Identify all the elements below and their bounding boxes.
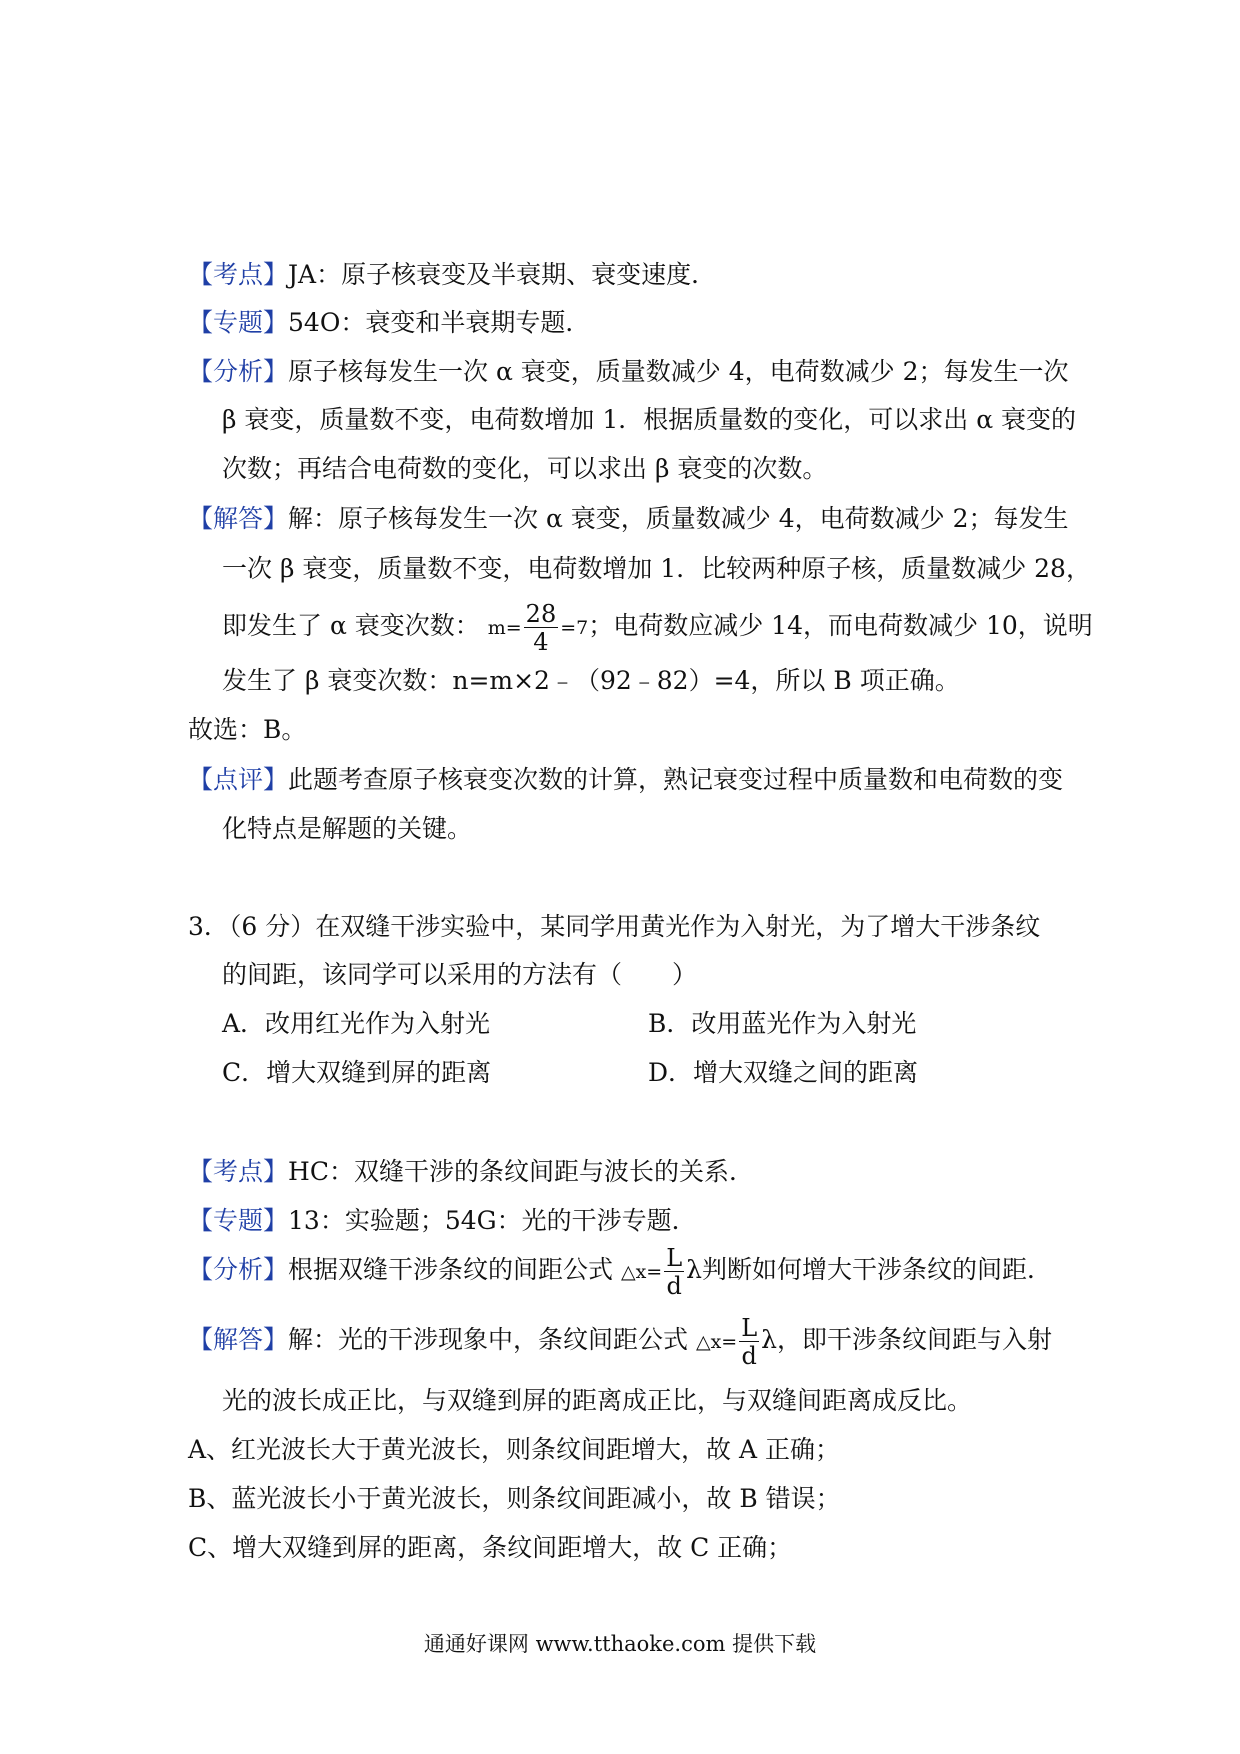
fraction-denominator-d-2: d — [741, 1341, 757, 1370]
jieda-2-text-2: 光的波长成正比，与双缝到屏的距离成正比，与双缝间距离成反比。 — [222, 1386, 973, 1415]
dianping-tag: 【点评】 — [188, 765, 289, 794]
analysis-a: A、红光波长大于黄光波长，则条纹间距增大，故 A 正确； — [188, 1435, 841, 1464]
fraction-28-over-4 — [524, 599, 559, 656]
option-c: C．增大双缝到屏的距离 — [222, 1058, 492, 1087]
dianping-text-1: 此题考查原子核衰变次数的计算，熟记衰变过程中质量数和电荷数的变 — [288, 765, 1064, 794]
jieda-tag: 【解答】 — [188, 504, 289, 533]
kaodian-tag: 【考点】 — [188, 260, 289, 289]
formula-lambda: λ — [686, 1255, 703, 1284]
zhuanti-tag: 【专题】 — [188, 308, 289, 337]
question-3-stem-2: 的间距，该同学可以采用的方法有（ ） — [222, 960, 698, 989]
formula-result: =7 — [560, 617, 589, 639]
jieda-text-1: 解：原子核每发生一次 α 衰变，质量数减少 4，电荷数减少 2；每发生 — [288, 504, 1069, 533]
page-footer: 通通好课网 www.tthaoke.com 提供下载 — [423, 1632, 817, 1656]
analysis-b: B、蓝光波长小于黄光波长，则条纹间距减小，故 B 错误； — [188, 1484, 841, 1513]
option-d: D．增大双缝之间的距离 — [648, 1058, 919, 1087]
formula-m-eq: m= — [487, 617, 522, 639]
fraction-l-over-d — [664, 1243, 684, 1300]
zhuanti-line-2 — [188, 1204, 697, 1238]
question-3-stem-1: 3．（6 分）在双缝干涉实验中，某同学用黄光作为入射光，为了增大干涉条纹 — [188, 912, 1041, 941]
guxuan-line: 故选：B。 — [188, 715, 307, 744]
zhuanti-line-1 — [188, 306, 590, 340]
fenxi-line-2 — [188, 1240, 1052, 1302]
fenxi-tag-2: 【分析】 — [188, 1255, 289, 1284]
jieda-2-text-post: ，即干涉条纹间距与入射 — [777, 1325, 1053, 1354]
jieda-text-3-pre: 即发生了 α 衰变次数： — [222, 611, 480, 640]
kaodian-line-2 — [188, 1155, 754, 1189]
kaodian-line-1 — [188, 258, 716, 292]
fraction-numerator-l: L — [666, 1243, 683, 1272]
fenxi-text-3: 次数；再结合电荷数的变化，可以求出 β 衰变的次数。 — [222, 454, 828, 483]
fraction-denominator-d: d — [666, 1271, 682, 1300]
fenxi-text-1: 原子核每发生一次 α 衰变，质量数减少 4，电荷数减少 2；每发生一次 — [288, 357, 1069, 386]
jieda-tag-2: 【解答】 — [188, 1325, 289, 1354]
jieda-text-4: 发生了 β 衰变次数：n=m×2﹣（92﹣82）=4，所以 B 项正确。 — [222, 666, 960, 695]
jieda-line-1 — [188, 502, 1069, 536]
jieda-text-3-post: ；电荷数应减少 14，而电荷数减少 10，说明 — [588, 611, 1093, 640]
dianping-text-2: 化特点是解题的关键。 — [222, 814, 473, 843]
analysis-c: C、增大双缝到屏的距离，条纹间距增大，故 C 正确； — [188, 1533, 793, 1562]
jieda-line-2-1 — [188, 1310, 1052, 1372]
fraction-l-over-d-2 — [739, 1313, 759, 1370]
kaodian-text: JA：原子核衰变及半衰期、衰变速度． — [288, 260, 717, 289]
option-b: B．改用蓝光作为入射光 — [648, 1009, 917, 1038]
fenxi-tag: 【分析】 — [188, 357, 289, 386]
formula-lambda-2: λ — [761, 1325, 778, 1354]
formula-delta-x-2: △x= — [695, 1331, 738, 1353]
fenxi-line-1 — [188, 355, 1069, 389]
fraction-denominator: 4 — [533, 627, 549, 656]
jieda-2-text-pre: 解：光的干涉现象中，条纹间距公式 — [288, 1325, 689, 1354]
kaodian-tag-2: 【考点】 — [188, 1157, 289, 1186]
zhuanti-text-2: 13：实验题；54G：光的干涉专题． — [288, 1206, 697, 1235]
formula-delta-x: △x= — [620, 1261, 663, 1283]
jieda-text-2: 一次 β 衰变，质量数不变，电荷数增加 1．比较两种原子核，质量数减少 28， — [222, 554, 1091, 583]
fraction-numerator-l-2: L — [741, 1313, 758, 1342]
jieda-line-3 — [222, 596, 1093, 658]
kaodian-text-2: HC：双缝干涉的条纹间距与波长的关系． — [288, 1157, 754, 1186]
fraction-numerator: 28 — [525, 599, 557, 628]
option-a: A．改用红光作为入射光 — [222, 1009, 491, 1038]
fenxi-text-post: 判断如何增大干涉条纹的间距． — [702, 1255, 1053, 1284]
zhuanti-text: 54O：衰变和半衰期专题． — [288, 308, 591, 337]
zhuanti-tag-2: 【专题】 — [188, 1206, 289, 1235]
dianping-line-1 — [188, 763, 1063, 797]
fenxi-text-pre: 根据双缝干涉条纹的间距公式 — [288, 1255, 614, 1284]
fenxi-text-2: β 衰变，质量数不变，电荷数增加 1．根据质量数的变化，可以求出 α 衰变的 — [222, 405, 1077, 434]
